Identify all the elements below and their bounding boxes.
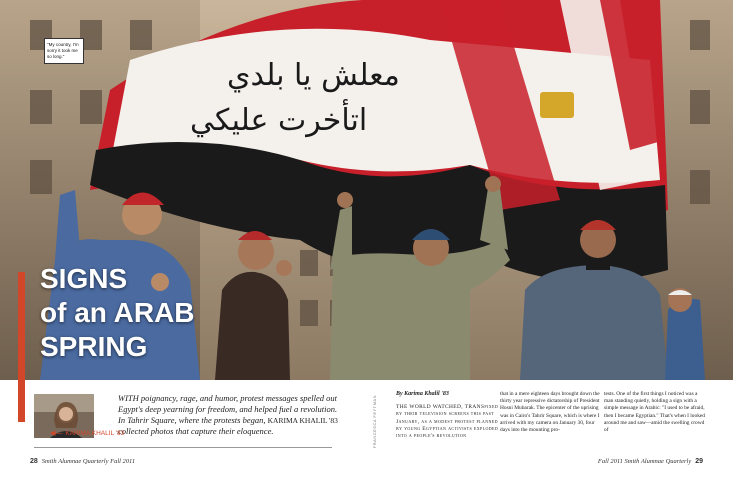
headline-line2: of an ARAB <box>40 297 195 328</box>
lede-paragraph <box>118 393 343 437</box>
headline <box>40 262 195 364</box>
banner-line2: اتأخرت عليكي <box>190 103 368 138</box>
headline-line1: SIGNS <box>40 263 128 294</box>
photo-credit <box>50 429 124 437</box>
footer-left-text: Smith Alumnae Quarterly Fall 2011 <box>41 458 136 465</box>
banner-line1: معلش يا بلدي <box>227 58 400 93</box>
byline: By Karima Khalil '83 <box>396 391 449 397</box>
speech-bubble: "My country, I'm sorry it took me so long." <box>44 38 84 64</box>
article-column-2 <box>500 391 604 434</box>
accent-bar <box>18 272 25 422</box>
footer-left <box>30 458 135 465</box>
divider <box>34 447 332 448</box>
article-col3-text: tests. One of the first things I noticed was a man standing quietly, holding a sign with a simple message in Arabic: "I used to be afraid, then I became Egyptian." That's when I looked around me and saw—amid the swelling crowd of <box>604 391 705 434</box>
headline-line3: SPRING <box>40 331 148 362</box>
side-photo-credit: FRANCESCA FEYTMAN <box>372 395 377 449</box>
lede-text: WITH poignancy, rage, and humor, protest messages spelled out Egypt's deep yearning for freedom, and helped fuel a revolution. In Tahrir Square, where the protests began, <box>118 393 338 425</box>
credit-name: KARIMA KHALIL '83 <box>65 430 125 437</box>
lede-inline-credit: KARIMA KHALIL '83 <box>267 416 338 425</box>
page-number-right: 29 <box>695 458 703 465</box>
arrow-left-icon: ◀— <box>50 430 63 437</box>
page-number-left: 28 <box>30 458 38 465</box>
article-column-3 <box>604 391 708 434</box>
article-col2-text: that in a mere eighteen days brought down the thirty year repressive dictatorship of President Hosni Mubarak. The epicenter of the uprising was in Cairo's Tahrir Square, which is where I arrived with my camera on January 30, four days into the mounting pro- <box>500 391 600 434</box>
footer-right-text: Fall 2011 Smith Alumnae Quarterly <box>597 458 692 465</box>
footer-right <box>598 458 703 465</box>
article-column-1 <box>396 391 500 440</box>
lede-text-end: collected photos that capture their eloquence. <box>118 426 274 436</box>
article-col1-text: THE WORLD WATCHED, TRANSfixed by their television screens this past January, as a modest protest planned by young Egyptian activists exploded into a people's revolution <box>396 404 499 440</box>
